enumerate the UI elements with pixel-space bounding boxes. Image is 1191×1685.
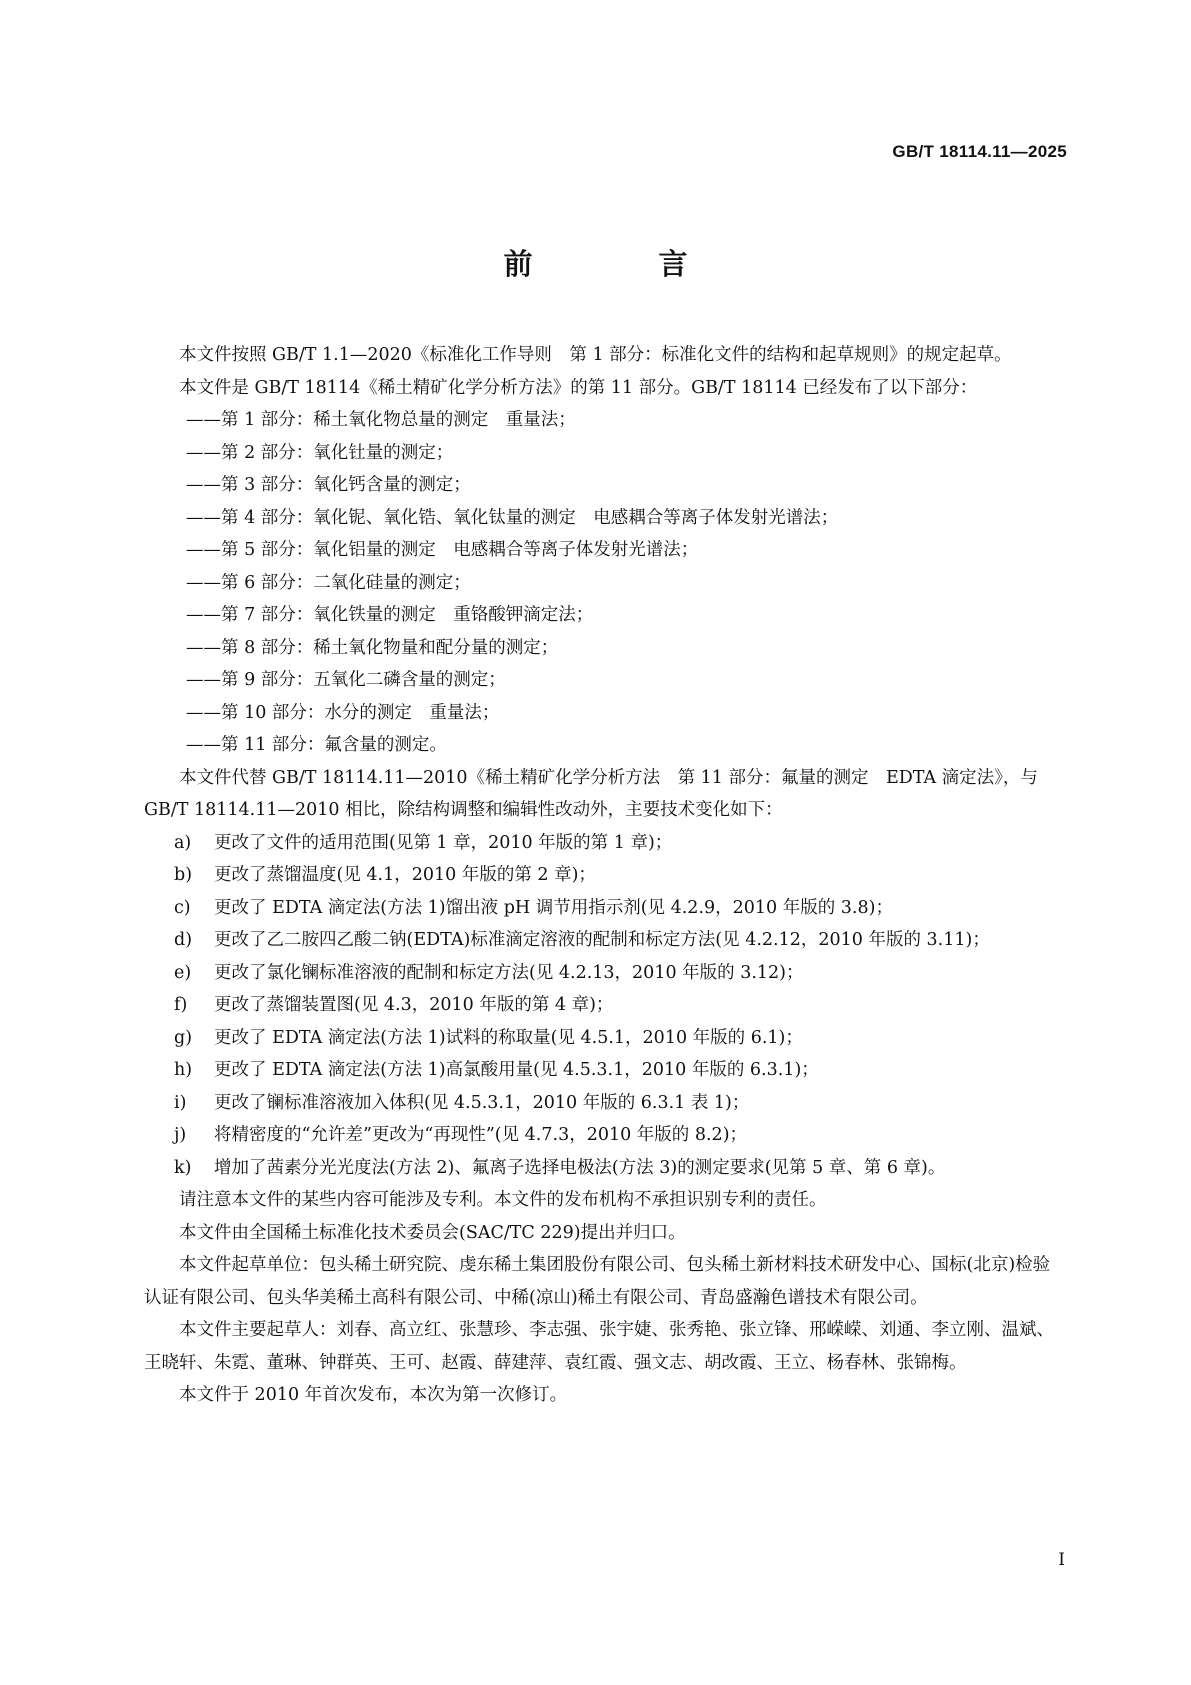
- paragraph-patent-notice: 请注意本文件的某些内容可能涉及专利。本文件的发布机构不承担识别专利的责任。: [179, 1190, 827, 1210]
- part-list-item: ——第 4 部分：氧化铌、氧化锆、氧化钛量的测定 电感耦合等离子体发射光谱法；: [186, 507, 839, 528]
- change-text: 更改了乙二胺四乙酸二钠(EDTA)标准滴定溶液的配制和标定方法(见 4.2.12，2010 年版的 3.11)；: [214, 930, 990, 950]
- paragraph-series-intro: 本文件是 GB/T 18114《稀土精矿化学分析方法》的第 11 部分。GB/T 18114 已经发布了以下部分：: [179, 377, 978, 398]
- change-item: [144, 827, 1066, 860]
- change-text: 更改了氯化镧标准溶液的配制和标定方法(见 4.2.13，2010 年版的 3.12)；: [214, 962, 804, 983]
- change-text: 将精密度的“允许差”更改为“再现性”(见 4.7.3，2010 年版的 8.2)；: [214, 1125, 748, 1145]
- change-text: 更改了镧标准溶液加入体积(见 4.5.3.1，2010 年版的 6.3.1 表 1)；: [214, 1092, 750, 1113]
- part-list-item: ——第 8 部分：稀土氧化物量和配分量的测定；: [186, 637, 559, 658]
- change-letter: e): [174, 962, 192, 983]
- change-letter: k): [174, 1157, 192, 1178]
- part-list-item: ——第 2 部分：氧化钍量的测定；: [186, 442, 454, 463]
- paragraph-history: 本文件于 2010 年首次发布，本次为第一次修订。: [179, 1385, 568, 1405]
- change-item: [144, 1022, 1066, 1055]
- change-letter: i): [174, 1092, 187, 1113]
- change-letter: g): [174, 1027, 193, 1048]
- change-letter: d): [174, 930, 193, 950]
- document-code: GB/T 18114.11—2025: [892, 142, 1067, 161]
- change-text: 更改了 EDTA 滴定法(方法 1)高氯酸用量(见 4.5.3.1，2010 年版的 6.3.1)；: [214, 1060, 819, 1080]
- paragraph-drafting-units: 本文件起草单位：包头稀土研究院、虔东稀土集团股份有限公司、包头稀土新材料技术研发中心、国标(北京)检验认证有限公司、包头华美稀土高科有限公司、中稀(凉山)稀土有限公司、青岛盛瀚色谱技术有限公司。: [144, 1255, 1051, 1308]
- paragraph-proposer: 本文件由全国稀土标准化技术委员会(SAC/TC 229)提出并归口。: [179, 1222, 686, 1243]
- part-list-item: ——第 7 部分：氧化铁量的测定 重铬酸钾滴定法；: [186, 605, 594, 625]
- change-item: [144, 1087, 1066, 1120]
- change-letter: a): [174, 832, 192, 853]
- page-title: 前 言: [503, 247, 746, 281]
- change-item: [144, 924, 1066, 957]
- change-text: 更改了蒸馏温度(见 4.1，2010 年版的第 2 章)；: [214, 865, 596, 885]
- change-item: [144, 892, 1066, 925]
- part-list-item: ——第 9 部分：五氧化二磷含量的测定；: [186, 670, 506, 690]
- part-list-item: ——第 3 部分：氧化钙含量的测定；: [186, 475, 471, 495]
- change-item: [144, 1152, 1066, 1185]
- part-list-item: ——第 6 部分：二氧化硅量的测定；: [186, 572, 471, 593]
- page-number: I: [1058, 1550, 1065, 1570]
- paragraph-drafters: 本文件主要起草人：刘春、高立红、张慧珍、李志强、张宇婕、张秀艳、张立锋、邢嵘嵘、刘通、李立刚、温斌、王晓轩、朱霓、董琳、钟群英、王可、赵霞、薛建萍、袁红霞、强文志、胡改霞、王立、杨春林、张锦梅。: [144, 1320, 1054, 1373]
- change-text: 更改了 EDTA 滴定法(方法 1)试料的称取量(见 4.5.1，2010 年版的 6.1)；: [214, 1027, 803, 1048]
- change-item: [144, 989, 1066, 1022]
- change-item: [144, 859, 1066, 892]
- change-item: [144, 957, 1066, 990]
- change-item: [144, 1054, 1066, 1087]
- change-letter: h): [174, 1060, 193, 1080]
- change-text: 更改了蒸馏装置图(见 4.3，2010 年版的第 4 章)；: [214, 995, 614, 1015]
- part-list-item: ——第 1 部分：稀土氧化物总量的测定 重量法；: [186, 410, 576, 430]
- change-text: 增加了茜素分光光度法(方法 2)、氟离子选择电极法(方法 3)的测定要求(见第 5 章、第 6 章)。: [214, 1157, 946, 1178]
- change-item: [144, 1119, 1066, 1152]
- part-list-item: ——第 11 部分：氟含量的测定。: [186, 735, 447, 755]
- paragraph-drafting-rules: 本文件按照 GB/T 1.1—2020《标准化工作导则 第 1 部分：标准化文件的结构和起草规则》的规定起草。: [179, 345, 1012, 365]
- change-text: 更改了 EDTA 滴定法(方法 1)馏出液 pH 调节用指示剂(见 4.2.9，2010 年版的 3.8)；: [214, 897, 893, 918]
- preface-body: [144, 339, 1066, 1412]
- part-list-item: ——第 10 部分：水分的测定 重量法；: [186, 702, 500, 723]
- change-letter: j): [174, 1125, 187, 1145]
- paragraph-replacement: 本文件代替 GB/T 18114.11—2010《稀土精矿化学分析方法 第 11 部分：氟量的测定 EDTA 滴定法》，与 GB/T 18114.11—2010 相比，除结构调整和编辑性改动外，主要技术变化如下：: [144, 767, 1038, 820]
- change-letter: c): [174, 897, 191, 918]
- part-list-item: ——第 5 部分：氧化铝量的测定 电感耦合等离子体发射光谱法；: [186, 540, 699, 560]
- change-letter: b): [174, 865, 193, 885]
- change-text: 更改了文件的适用范围(见第 1 章，2010 年版的第 1 章)；: [214, 832, 673, 853]
- change-letter: f): [174, 995, 188, 1015]
